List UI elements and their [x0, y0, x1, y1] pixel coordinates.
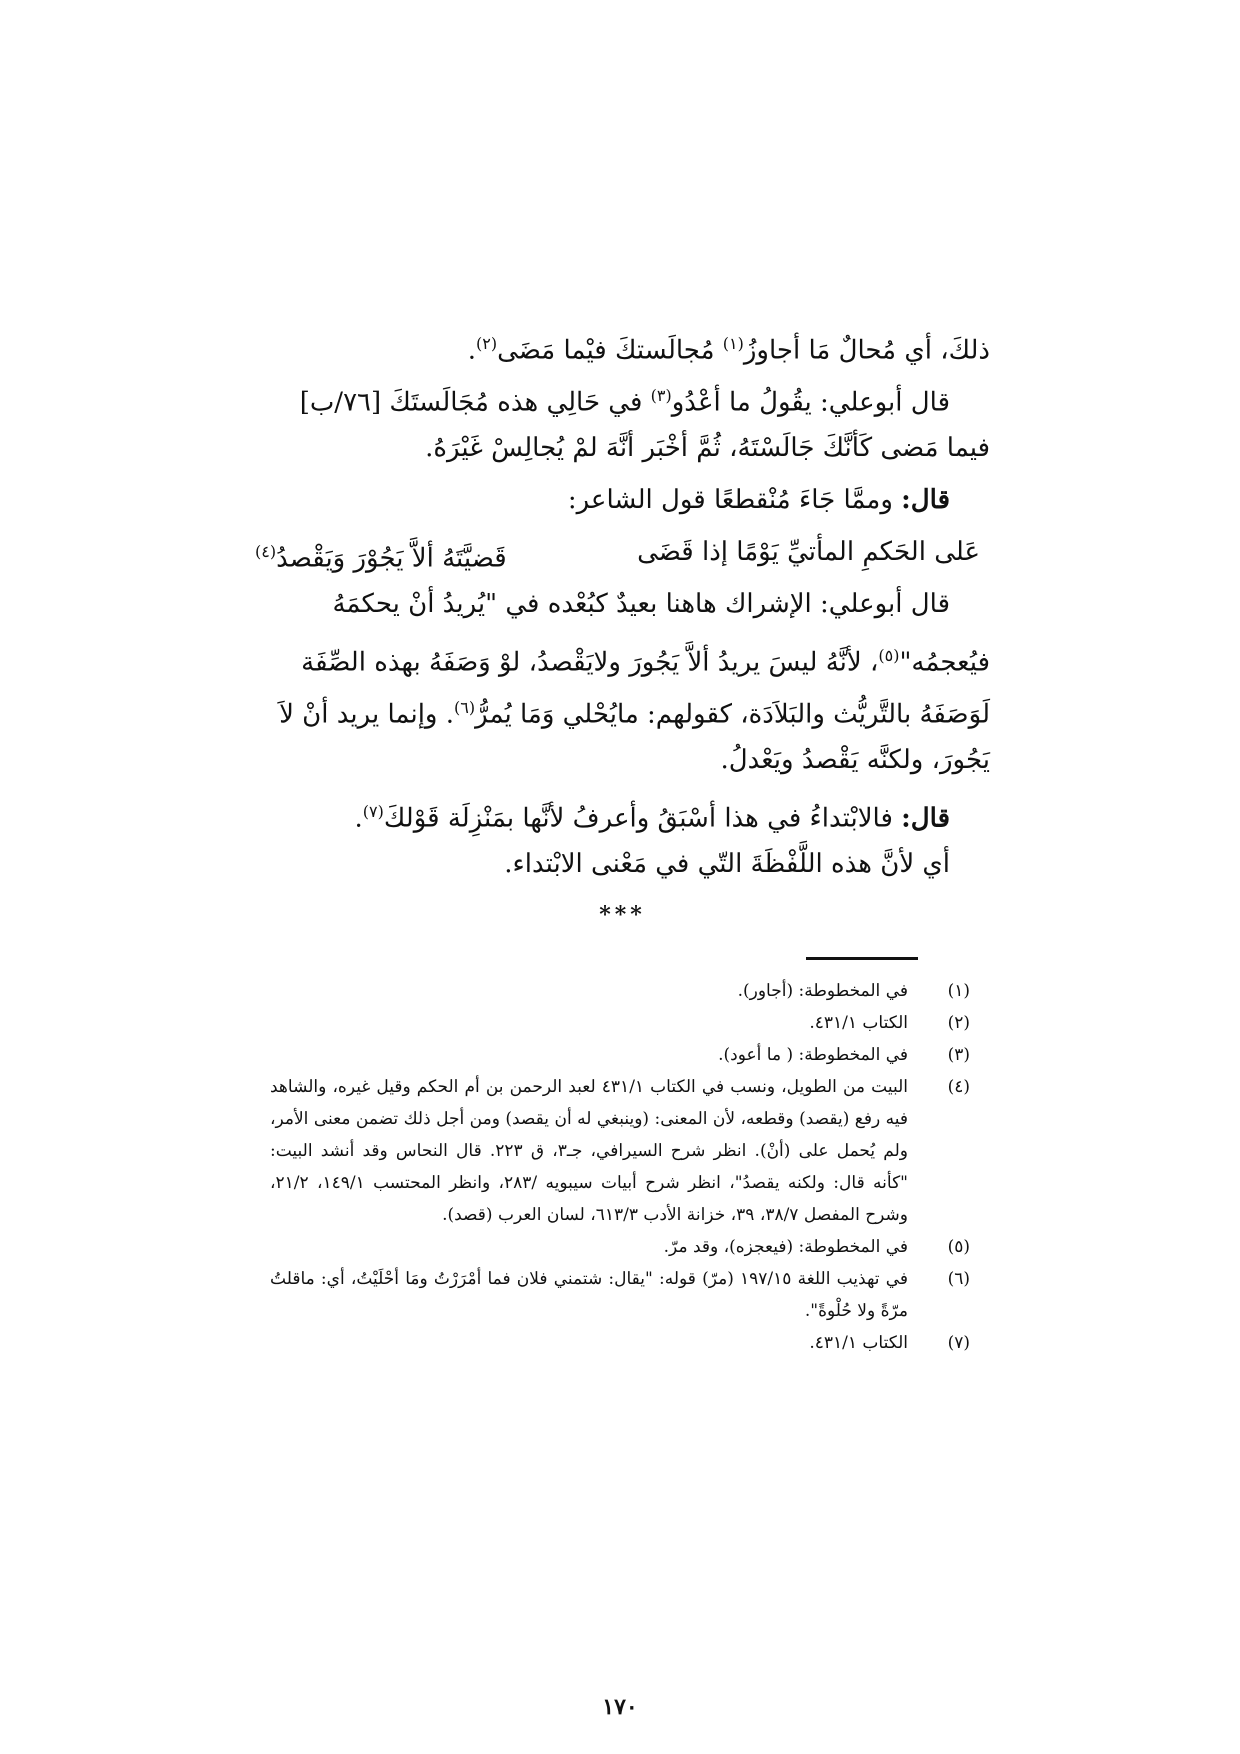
footnote-number: (٢) [947, 1013, 970, 1033]
footnote-number: (٤) [947, 1077, 970, 1097]
footnote-ref-4: (٤) [255, 542, 277, 561]
footnote-text: في المخطوطة: ( ما أعود). [718, 1045, 908, 1065]
footnote-number: (٣) [947, 1045, 970, 1065]
text-line-11 [255, 838, 990, 890]
footnote-number: (١) [947, 981, 970, 1001]
text: يَجُورَ، ولكنَّه يَقْصدُ ويَعْدلُ. [720, 745, 990, 775]
footnote-text: في المخطوطة: (فيعجزه)، وقد مرّ. [663, 1237, 908, 1257]
text-line-2 [255, 370, 990, 422]
footnote-text: في المخطوطة: (أجاور). [737, 981, 908, 1001]
footnote-ref-5: (٥) [878, 646, 900, 665]
text: فيُعجمُه" [899, 647, 990, 678]
footnote-ref-6: (٦) [454, 698, 476, 717]
verse-first-hemistich: عَلى الحَكمِ المأتيِّ يَوْمًا إذا قَضَى [637, 537, 980, 567]
text: قال أبوعلي: الإشراك هاهنا بعيدٌ كبُعْده في "يُريدُ أنْ يحكمَهُ [332, 589, 950, 619]
text-line-3 [255, 422, 990, 474]
text: مُجالَستكَ فيْما مَضَى [497, 335, 723, 366]
text-line-6 [255, 578, 990, 630]
footnote-item [270, 1039, 970, 1071]
footnote-ref-2: (٢) [476, 334, 498, 353]
text: فيما مَضى كَأنَّكَ جَالَسْتَهُ، ثُمَّ أخْبَر أنَّهَ لمْ يُجالِسْ غَيْرَهُ. [425, 433, 990, 463]
footnotes [270, 975, 970, 1359]
text: . [467, 335, 476, 366]
text-line-10 [255, 786, 990, 838]
footnote-item [270, 1327, 970, 1359]
text-line-1 [255, 318, 990, 370]
text: . وإنما يريد أنْ لاَ [279, 699, 454, 730]
text: ، لأنَّهُ ليسَ يريدُ ألاَّ يَجُورَ ولايَقْصدُ، لوْ وَصَفَهُ بهذه الصِّفَة [301, 647, 879, 678]
footnote-number: (٧) [947, 1333, 970, 1353]
section-separator: *** [599, 902, 646, 928]
text-line-4 [255, 474, 990, 526]
footnote-item [270, 1231, 970, 1263]
text: ذلكَ، أي مُحالٌ مَا أجاوزُ [743, 335, 990, 366]
footnote-text: في تهذيب اللغة ١٩٧/١٥ (مرّ) قوله: "يقال: شتمني فلان فما أمْرَرْتُ ومَا أحْلَيْتُ، أي: ماقلتُ مرّةً ولا حُلْوةً". [270, 1269, 908, 1321]
footnote-item [270, 1071, 970, 1231]
page-number: ١٧٠ [602, 1694, 638, 1720]
text: وممَّا جَاءَ مُنْقطعًا قول الشاعر: [567, 485, 902, 515]
text: قال أبوعلي: يقُولُ ما أعْدُو [671, 387, 950, 418]
main-text [255, 318, 990, 940]
footnote-number: (٦) [947, 1269, 970, 1289]
qala-label: قال: [901, 803, 950, 834]
footnote-divider [806, 957, 918, 960]
text-line-9 [255, 734, 990, 786]
footnote-number: (٥) [947, 1237, 970, 1257]
qala-label: قال: [901, 485, 950, 515]
footnote-text: الكتاب ٤٣١/١. [809, 1333, 908, 1353]
verse-second-hemistich: قَضيَّتَهُ ألاَّ يَجُوْرَ وَيَقْصدُ$^{(٤)}$ [255, 542, 507, 574]
text: فالابْتداءُ في هذا أسْبَقُ وأعرفُ لأنَّها بمَنْزِلَة قَوْلكَ [383, 803, 902, 834]
footnote-ref-1: (١) [722, 334, 744, 353]
footnote-ref-3: (٣) [650, 386, 672, 405]
footnote-item [270, 1263, 970, 1327]
footnote-ref-7: (٧) [362, 802, 384, 821]
text: أي لأنَّ هذه اللَّفْظَةَ التّي في مَعْنى الابْتداء. [504, 849, 950, 879]
text: . [354, 803, 363, 834]
text: في حَالِي هذه مُجَالَستَكَ [٧٦/ب] [299, 387, 651, 418]
text: لَوَصَفَهُ بالتَّريُّث والبَلاَدَة، كقولهم: مايُحْلي وَمَا يُمرُّ [475, 699, 990, 730]
text-line-8 [255, 682, 990, 734]
poetry-verse [255, 526, 990, 578]
footnote-item [270, 1007, 970, 1039]
footnote-text: الكتاب ٤٣١/١. [809, 1013, 908, 1033]
footnote-text: البيت من الطويل، ونسب في الكتاب ٤٣١/١ لعبد الرحمن بن أم الحكم وقيل غيره، والشاهد فيه رفع (يقصد) وقطعه، لأن المعنى: (وينبغي له أن يقصد) ومن أجل ذلك تضمن معنى الأمر، ولم يُحمل على (أنْ). انظر شرح السيرافي، جـ٣، ق ٢٢٣. قال النحاس وقد أنشد البيت: "كأنه قال: ولكنه يقصدُ"، انظر شرح أبيات سيبويه /٢٨٣، وانظر المحتسب ١٤٩/١، ٢١/٢، وشرح المفصل ٣٨/٧، ٣٩، خزانة الأدب ٦١٣/٣، لسان العرب (قصد). [270, 1077, 909, 1225]
footnote-item [270, 975, 970, 1007]
text-line-7 [255, 630, 990, 682]
